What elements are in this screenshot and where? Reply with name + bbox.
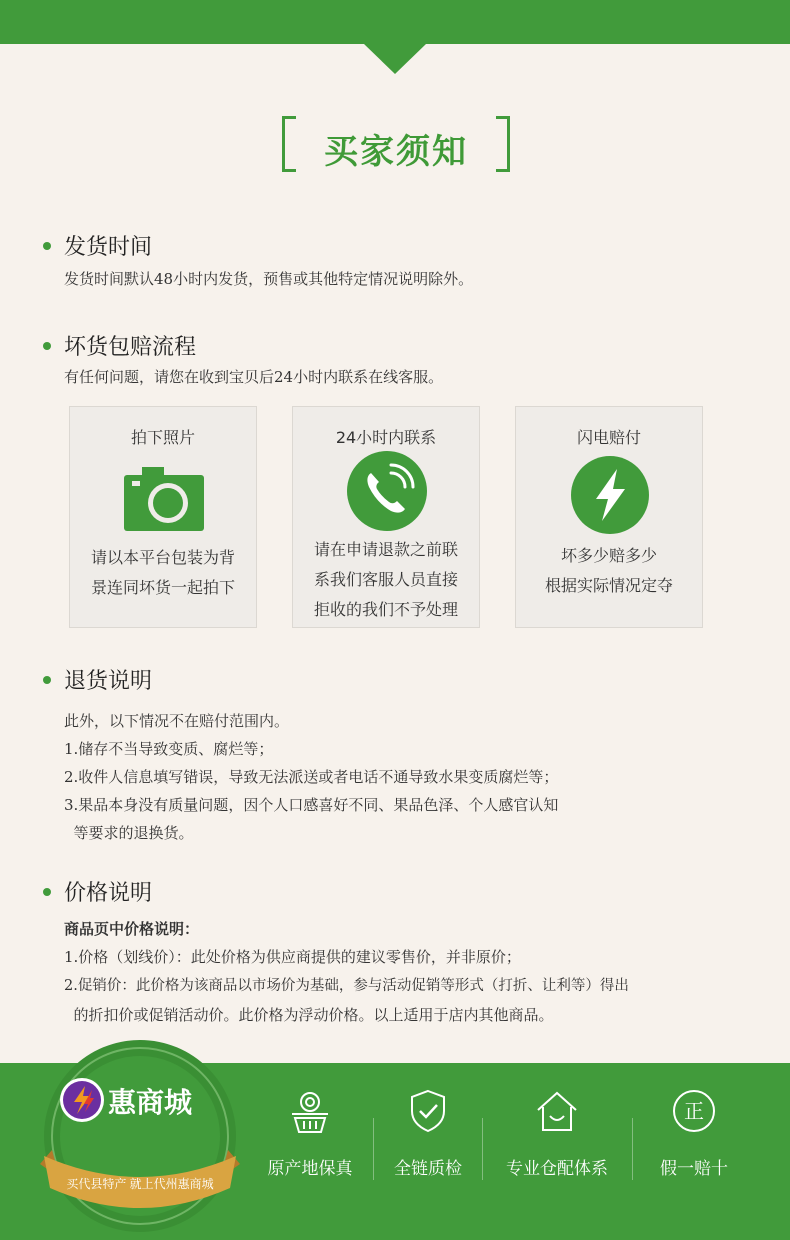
card-desc-line: 景连同坏货一起拍下 xyxy=(90,578,235,597)
claim-card-contact xyxy=(292,406,480,628)
feature-label: 假一赔十 xyxy=(660,1159,728,1179)
genuine-glyph: 正 xyxy=(684,1099,704,1123)
camera-icon xyxy=(124,459,204,539)
claim-text: 有任何问题，请您在收到宝贝后24小时内联系在线客服。 xyxy=(64,368,444,386)
banner-notch xyxy=(364,44,426,74)
section-title: 坏货包赔流程 xyxy=(64,335,197,360)
feature-divider xyxy=(482,1118,483,1180)
logo-ribbon-text: 买代县特产 就上代州惠商城 xyxy=(66,1177,214,1191)
card-title: 24小时内联系 xyxy=(335,428,437,447)
card-title: 拍下照片 xyxy=(130,428,195,447)
section-title: 退货说明 xyxy=(64,669,153,694)
page-title: 买家须知 xyxy=(324,132,468,172)
card-desc-line: 系我们客服人员直接 xyxy=(313,570,458,589)
card-desc-line: 根据实际情况定夺 xyxy=(544,576,673,595)
bullet-dot xyxy=(43,676,51,684)
returns-line: 2.收件人信息填写错误，导致无法派送或者电话不通导致水果变质腐烂等； xyxy=(64,768,559,786)
returns-line: 等要求的退换货。 xyxy=(64,824,194,842)
card-title: 闪电赔付 xyxy=(576,428,641,447)
card-desc-line: 请在申请退款之前联 xyxy=(313,540,458,559)
feature-origin xyxy=(250,1088,370,1179)
bullet-dot xyxy=(43,888,51,896)
returns-line: 此外，以下情况不在赔付范围内。 xyxy=(64,712,290,730)
card-desc-line: 拒收的我们不予处理 xyxy=(313,600,458,619)
warehouse-icon xyxy=(534,1088,580,1134)
card-desc-line: 请以本平台包装为背 xyxy=(90,548,235,567)
bullet-dot xyxy=(43,242,51,250)
section-title: 发货时间 xyxy=(64,235,153,260)
returns-line: 3.果品本身没有质量问题，因个人口感喜好不同、果品色泽、个人感官认知 xyxy=(64,796,559,814)
shipping-text: 发货时间默认48小时内发货，预售或其他特定情况说明除外。 xyxy=(64,270,474,288)
price-line: 1.价格（划线价）：此处价格为供应商提供的建议零售价，并非原价； xyxy=(64,948,521,966)
bullet-dot xyxy=(43,342,51,350)
feature-quality xyxy=(368,1088,488,1179)
card-description xyxy=(516,541,702,601)
shop-logo xyxy=(30,1038,260,1238)
page-title-frame xyxy=(282,114,510,174)
feature-label: 专业仓配体系 xyxy=(506,1159,608,1179)
lightning-icon xyxy=(570,455,650,535)
logo-text: 惠商城 xyxy=(108,1087,193,1118)
claim-card-compensation xyxy=(515,406,703,628)
phone-icon xyxy=(347,451,427,531)
basket-icon xyxy=(287,1088,333,1134)
top-banner xyxy=(0,0,790,44)
price-line: 2.促销价：此价格为该商品以市场价为基础，参与活动促销等形式（打折、让利等）得出 xyxy=(64,978,629,994)
feature-label: 全链质检 xyxy=(394,1159,462,1179)
feature-warehouse xyxy=(497,1088,617,1179)
claim-card-photo xyxy=(69,406,257,628)
section-title: 价格说明 xyxy=(64,881,153,906)
card-description xyxy=(293,535,479,625)
price-line: 的折扣价或促销活动价。此价格为浮动价格。以上适用于店内其他商品。 xyxy=(64,1006,554,1024)
feature-genuine xyxy=(634,1088,754,1179)
genuine-badge-icon xyxy=(671,1088,717,1134)
feature-divider xyxy=(632,1118,633,1180)
price-subtitle: 商品页中价格说明： xyxy=(64,920,200,938)
card-desc-line: 坏多少赔多少 xyxy=(560,546,657,565)
shield-check-icon xyxy=(405,1088,451,1134)
returns-line: 1.储存不当导致变质、腐烂等； xyxy=(64,740,274,758)
card-description xyxy=(70,543,256,603)
feature-label: 原产地保真 xyxy=(267,1159,353,1179)
